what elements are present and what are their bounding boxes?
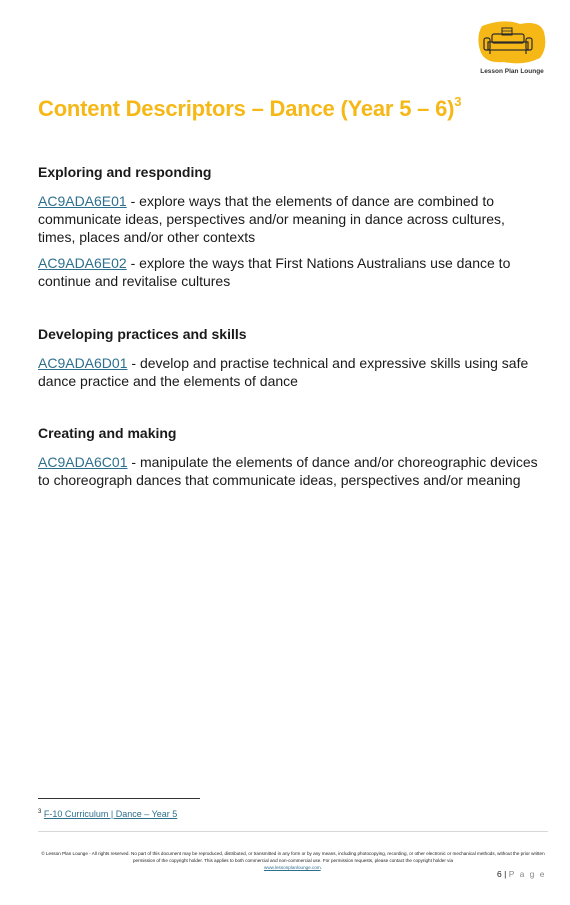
- footnote-link[interactable]: F-10 Curriculum | Dance – Year 5: [43, 809, 178, 819]
- section-creating-making: [38, 425, 538, 497]
- descriptor-item: [38, 453, 538, 489]
- descriptor-code-link[interactable]: AC9ADA6E02: [38, 255, 127, 271]
- descriptor-item: [38, 192, 538, 246]
- footnote-divider: [38, 798, 200, 799]
- page-title-text: Content Descriptors – Dance (Year 5 – 6): [38, 96, 455, 121]
- descriptor-item: [38, 354, 538, 390]
- section-exploring-responding: [38, 164, 538, 298]
- copyright-notice: [38, 850, 548, 871]
- page-number-value: 6: [497, 869, 502, 879]
- page-separator: |: [501, 869, 509, 879]
- descriptor-text: - manipulate the elements of dance and/or choreographic devices to choreograph dances that communicate ideas, perspectives and/or meaning: [38, 454, 538, 488]
- footnote: [38, 809, 177, 819]
- descriptor-text: - explore the ways that First Nations Australians use dance to continue and revitalise cultures: [38, 255, 511, 289]
- lesson-plan-lounge-logo: [474, 20, 550, 78]
- descriptor-code-link[interactable]: AC9ADA6E01: [38, 193, 127, 209]
- sofa-icon: [474, 20, 550, 66]
- section-heading: Exploring and responding: [38, 164, 212, 180]
- section-heading: Creating and making: [38, 425, 177, 441]
- descriptor-code-link[interactable]: AC9ADA6D01: [38, 355, 128, 371]
- website-suffix: .: [320, 865, 322, 870]
- footnote-marker: 3: [38, 809, 42, 815]
- page-title: [38, 96, 461, 122]
- section-developing-practices: [38, 326, 538, 398]
- footer-divider: [38, 831, 548, 832]
- descriptor-text: - explore ways that the elements of dance are combined to communicate ideas, perspectives and/or meaning in dance across cultures, times, places and/or other contexts: [38, 193, 505, 245]
- page-number: [497, 869, 546, 879]
- section-heading: Developing practices and skills: [38, 326, 247, 342]
- title-footnote-ref[interactable]: 3: [454, 94, 462, 109]
- page-label: P a g e: [508, 869, 546, 879]
- logo-text: Lesson Plan Lounge: [480, 68, 544, 75]
- copyright-text: © Lesson Plan Lounge - All rights reserved. No part of this document may be reproduced, distributed, or transmitted in any form or by any means, including photocopying, recording, or other electronic or mechanical methods, without the prior written permission of the copyright holder. This applies to both commercial and non-commercial use. For permission requests, please contact the copyright holder via: [41, 851, 545, 863]
- descriptor-item: [38, 254, 538, 290]
- descriptor-text: - develop and practise technical and expressive skills using safe dance practice and the elements of dance: [38, 355, 529, 389]
- website-link[interactable]: www.lessonplanlounge.com: [264, 865, 321, 870]
- descriptor-code-link[interactable]: AC9ADA6C01: [38, 454, 128, 470]
